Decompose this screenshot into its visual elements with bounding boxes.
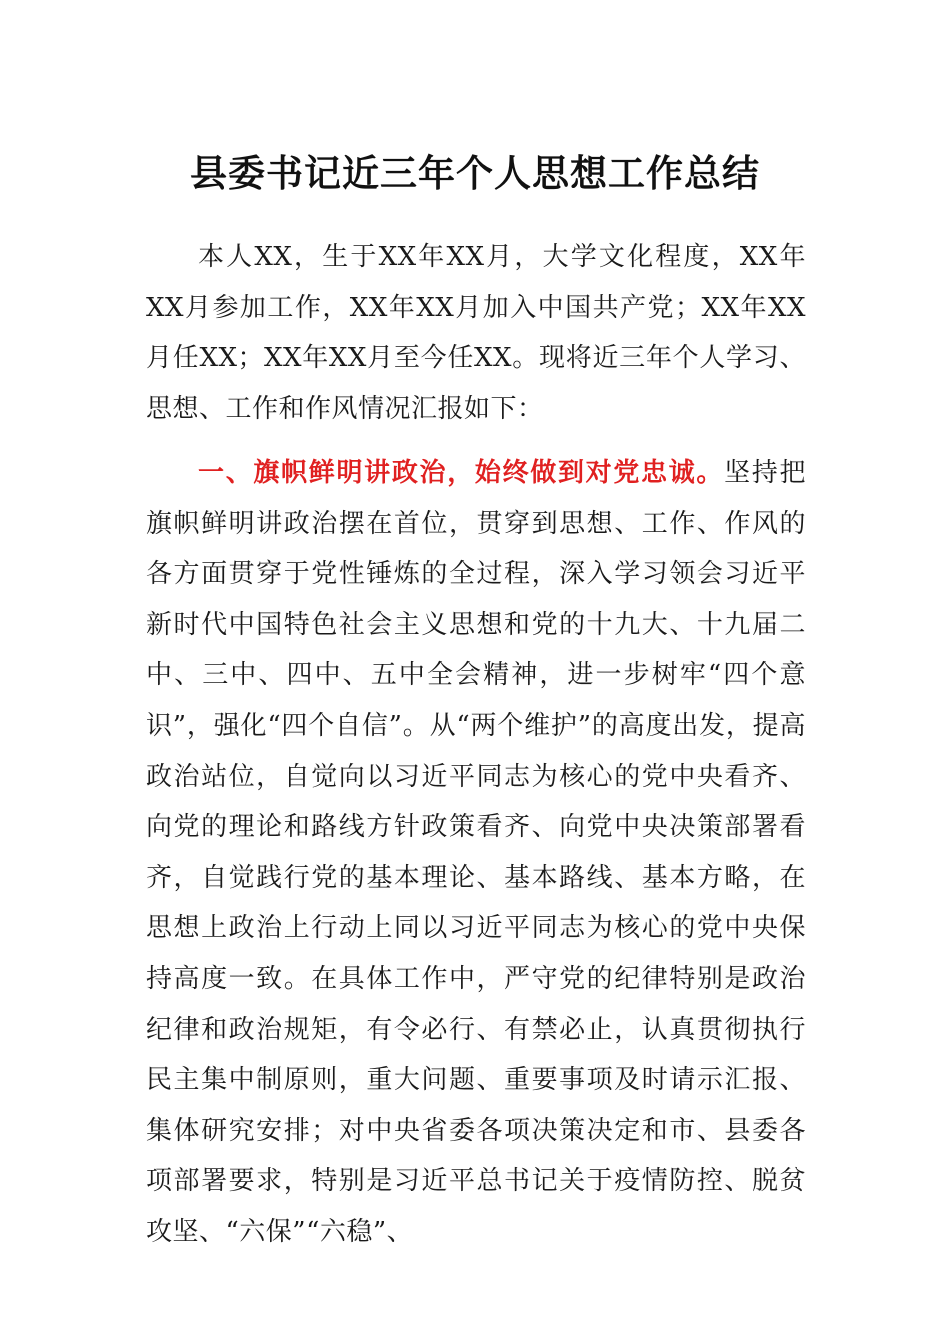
paragraph-intro <box>146 232 806 434</box>
paragraph-intro-text: 本人XX，生于XX年XX月，大学文化程度，XX年XX月参加工作，XX年XX月加入中国共产党；XX年XX月任XX；XX年XX月至今任XX。现将近三年个人学习、思想、工作和作风情况汇报如下： <box>146 242 806 424</box>
document-title: 县委书记近三年个人思想工作总结 <box>190 151 760 195</box>
section-heading: 一、旗帜鲜明讲政治，始终做到对党忠诚。 <box>198 458 725 488</box>
section-body-text: 坚持把旗帜鲜明讲政治摆在首位，贯穿到思想、工作、作风的各方面贯穿于党性锤炼的全过程，深入学习领会习近平新时代中国特色社会主义思想和党的十九大、十九届二中、三中、四中、五中全会精神，进一步树牢“四个意识”，强化“四个自信”。从“两个维护”的高度出发，提高政治站位，自觉向以习近平同志为核心的党中央看齐、向党的理论和路线方针政策看齐、向党中央决策部署看齐，自觉践行党的基本理论、基本路线、基本方略，在思想上政治上行动上同以习近平同志为核心的党中央保持高度一致。在具体工作中，严守党的纪律特别是政治纪律和政治规矩，有令必行、有禁必止，认真贯彻执行民主集中制原则，重大问题、重要事项及时请示汇报、集体研究安排；对中央省委各项决策决定和市、县委各项部署要求，特别是习近平总书记关于疫情防控、脱贫攻坚、“六保”“六稳”、 <box>146 458 806 1247</box>
paragraph-section-1 <box>146 448 806 1258</box>
